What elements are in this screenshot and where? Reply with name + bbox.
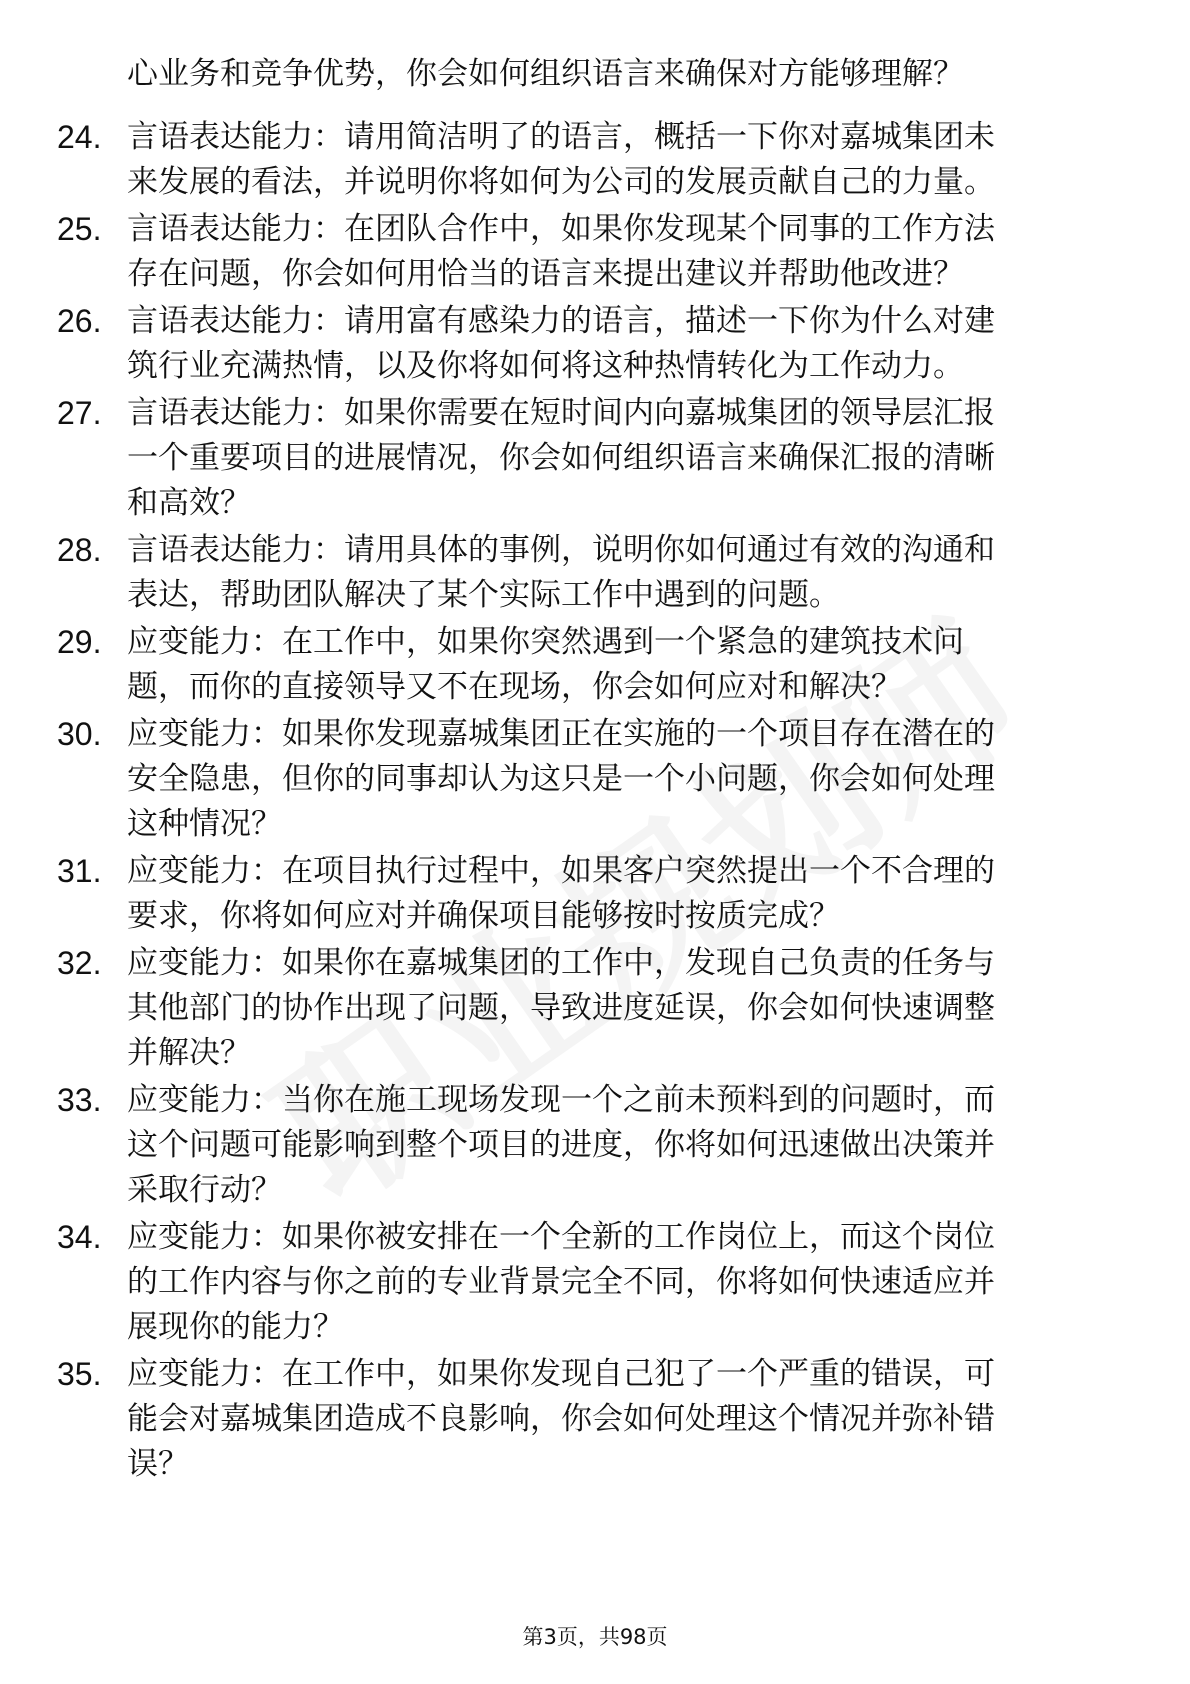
question-text-line: 采取行动？	[127, 1172, 282, 1208]
question-text-line: 应变能力：当你在施工现场发现一个之前未预料到的问题时，而	[127, 1082, 995, 1118]
question-text	[127, 528, 1137, 618]
question-text-line: 言语表达能力：如果你需要在短时间内向嘉城集团的领导层汇报	[127, 395, 995, 431]
question-number: 27.	[57, 395, 102, 431]
question-text-line: 其他部门的协作出现了问题，导致进度延误，你会如何快速调整	[127, 990, 995, 1026]
question-number: 28.	[57, 532, 102, 568]
continuation-line: 心业务和竞争优势，你会如何组织语言来确保对方能够理解？	[127, 56, 964, 92]
question-text-line: 并解决？	[127, 1035, 251, 1071]
question-text-line: 一个重要项目的进展情况，你会如何组织语言来确保汇报的清晰	[127, 440, 995, 476]
question-text	[127, 115, 1137, 205]
question-text-line: 筑行业充满热情，以及你将如何将这种热情转化为工作动力。	[127, 348, 964, 384]
question-text-line: 应变能力：如果你在嘉城集团的工作中，发现自己负责的任务与	[127, 945, 995, 981]
question-text-line: 安全隐患，但你的同事却认为这只是一个小问题，你会如何处理	[127, 761, 995, 797]
question-number: 32.	[57, 945, 102, 981]
question-text-line: 误？	[127, 1446, 189, 1482]
question-text-line: 能会对嘉城集团造成不良影响，你会如何处理这个情况并弥补错	[127, 1401, 995, 1437]
question-text-line: 表达，帮助团队解决了某个实际工作中遇到的问题。	[127, 577, 840, 613]
question-number: 35.	[57, 1356, 102, 1392]
question-number: 34.	[57, 1219, 102, 1255]
question-number: 33.	[57, 1082, 102, 1118]
question-text	[127, 1352, 1137, 1487]
question-number: 31.	[57, 853, 102, 889]
question-text-line: 应变能力：如果你被安排在一个全新的工作岗位上，而这个岗位	[127, 1219, 995, 1255]
question-text	[127, 1078, 1137, 1213]
question-text	[127, 1215, 1137, 1350]
question-text-line: 应变能力：在项目执行过程中，如果客户突然提出一个不合理的	[127, 853, 995, 889]
question-text	[127, 941, 1137, 1076]
question-text-line: 要求，你将如何应对并确保项目能够按时按质完成？	[127, 898, 840, 934]
question-text	[127, 620, 1137, 710]
question-number: 30.	[57, 716, 102, 752]
page-footer: 第3页，共98页	[522, 1625, 668, 1649]
question-text-line: 和高效？	[127, 485, 251, 521]
question-text-line: 题，而你的直接领导又不在现场，你会如何应对和解决？	[127, 669, 902, 705]
question-text-line: 来发展的看法，并说明你将如何为公司的发展贡献自己的力量。	[127, 164, 995, 200]
question-number: 25.	[57, 211, 102, 247]
question-text-line: 言语表达能力：请用具体的事例，说明你如何通过有效的沟通和	[127, 532, 995, 568]
question-text	[127, 712, 1137, 847]
question-number: 26.	[57, 303, 102, 339]
question-text-line: 展现你的能力？	[127, 1309, 344, 1345]
question-text	[127, 207, 1137, 297]
question-number: 24.	[57, 119, 102, 155]
question-text-line: 这种情况？	[127, 806, 282, 842]
question-text	[127, 299, 1137, 389]
question-number: 29.	[57, 624, 102, 660]
question-text-line: 言语表达能力：请用简洁明了的语言，概括一下你对嘉城集团未	[127, 119, 995, 155]
question-text-line: 的工作内容与你之前的专业背景完全不同，你将如何快速适应并	[127, 1264, 995, 1300]
question-text-line: 应变能力：在工作中，如果你突然遇到一个紧急的建筑技术问	[127, 624, 964, 660]
question-text	[127, 391, 1137, 526]
question-text-line: 这个问题可能影响到整个项目的进度，你将如何迅速做出决策并	[127, 1127, 995, 1163]
question-text-line: 言语表达能力：请用富有感染力的语言，描述一下你为什么对建	[127, 303, 995, 339]
question-text-line: 应变能力：如果你发现嘉城集团正在实施的一个项目存在潜在的	[127, 716, 995, 752]
question-text-line: 存在问题，你会如何用恰当的语言来提出建议并帮助他改进？	[127, 256, 964, 292]
question-text-line: 应变能力：在工作中，如果你发现自己犯了一个严重的错误，可	[127, 1356, 995, 1392]
question-text	[127, 849, 1137, 939]
question-text-line: 言语表达能力：在团队合作中，如果你发现某个同事的工作方法	[127, 211, 995, 247]
